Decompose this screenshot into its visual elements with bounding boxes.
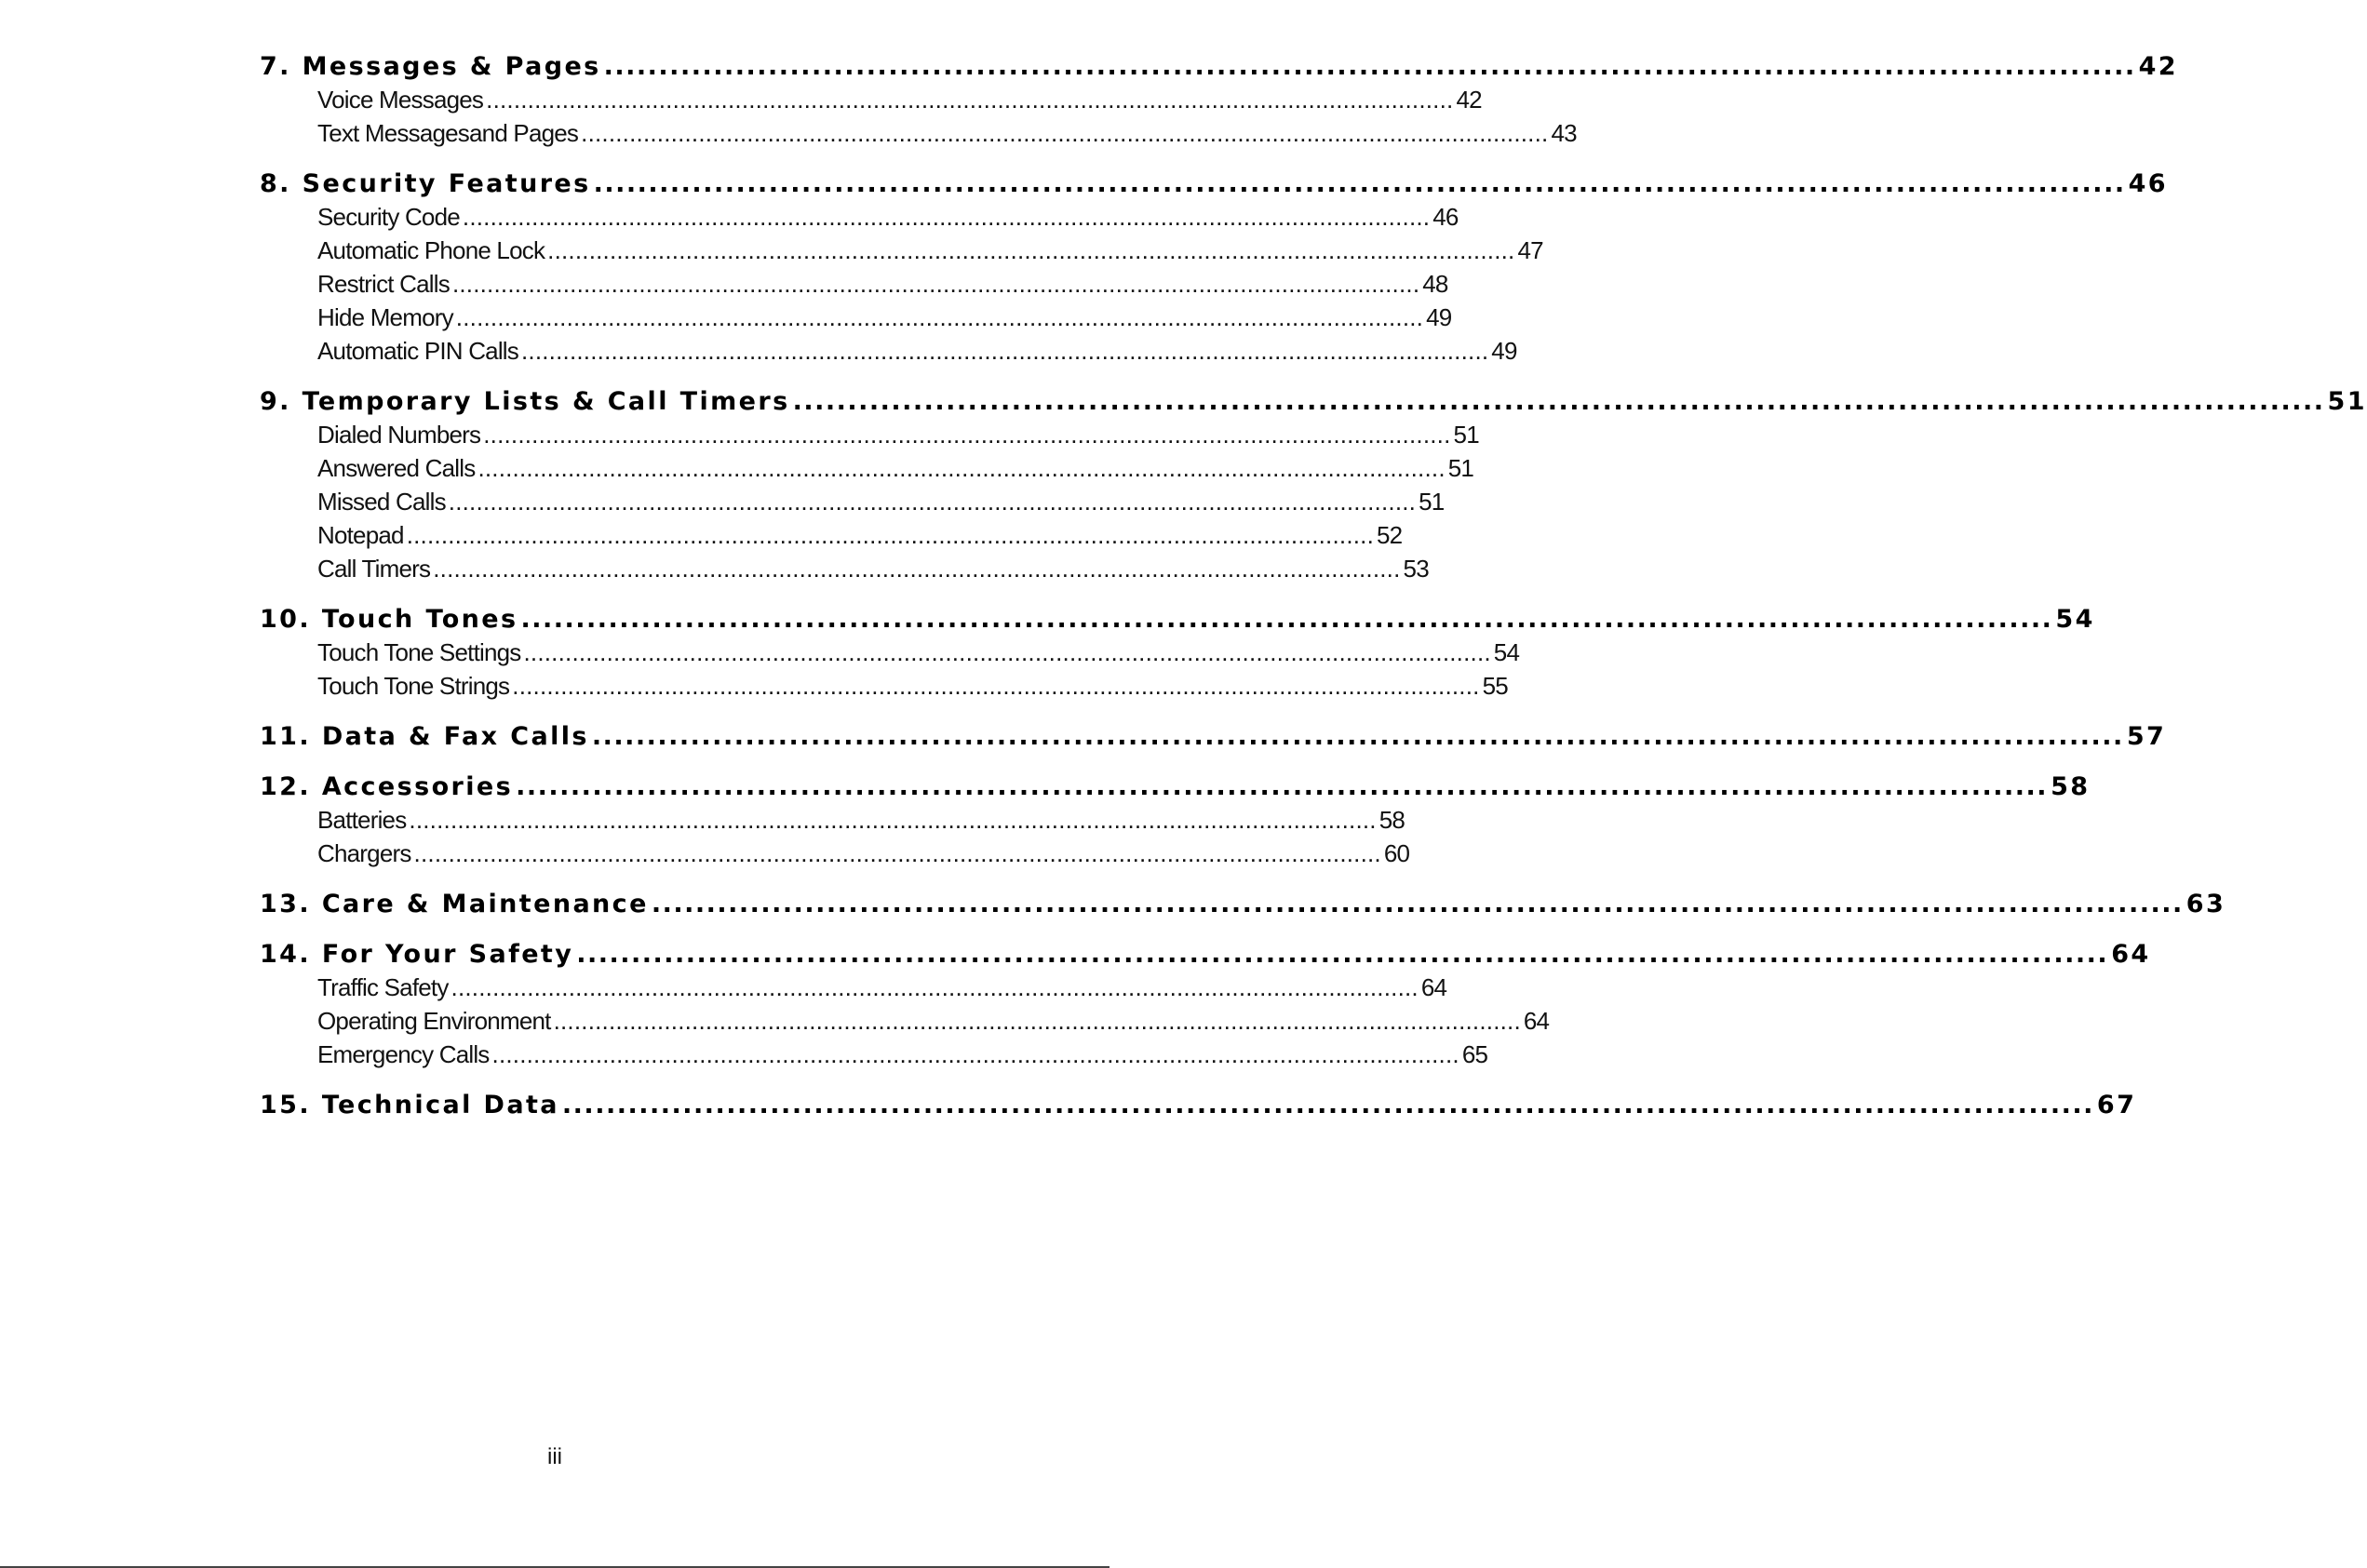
page-reference: 54 bbox=[2055, 605, 2095, 634]
toc-section-entry[interactable] bbox=[317, 303, 1452, 332]
toc-section-entry[interactable] bbox=[317, 555, 1429, 583]
page-reference: 46 bbox=[2128, 169, 2168, 198]
page-reference: 63 bbox=[2185, 890, 2226, 918]
page-reference: 52 bbox=[1377, 521, 1403, 549]
page-reference: 51 bbox=[1419, 488, 1445, 516]
toc-section-entry[interactable] bbox=[317, 672, 1508, 701]
page-reference: 51 bbox=[1453, 421, 1479, 449]
dot-leader: ............................................................................................................................................ bbox=[516, 772, 2049, 801]
chapter-title: 13. Care & Maintenance bbox=[260, 890, 649, 918]
dot-leader: ............................................................................................................................................ bbox=[477, 454, 1446, 482]
section-title: Chargers bbox=[317, 839, 411, 867]
page-reference: 67 bbox=[2096, 1091, 2137, 1119]
dot-leader: ............................................................................................................................................ bbox=[581, 119, 1549, 147]
toc-chapter-entry[interactable] bbox=[260, 169, 2168, 198]
toc-chapter-entry[interactable] bbox=[260, 722, 2167, 751]
page-reference: 65 bbox=[1461, 1040, 1488, 1068]
section-title: Batteries bbox=[317, 806, 407, 834]
section-title: Dialed Numbers bbox=[317, 421, 481, 449]
toc-section-entry[interactable] bbox=[317, 86, 1482, 114]
section-title: Restrict Calls bbox=[317, 270, 450, 298]
toc-chapter-entry[interactable] bbox=[260, 940, 2151, 969]
page-reference: 51 bbox=[1447, 454, 1474, 482]
chapter-title: 8. Security Features bbox=[260, 169, 591, 198]
dot-leader: ............................................................................................................................................ bbox=[520, 605, 2053, 634]
toc-section-entry[interactable] bbox=[317, 337, 1517, 366]
section-title: Call Timers bbox=[317, 555, 431, 583]
page-reference: 51 bbox=[2327, 387, 2367, 416]
dot-leader: ............................................................................................................................................ bbox=[561, 1091, 2094, 1119]
dot-leader: ............................................................................................................................................ bbox=[413, 839, 1381, 867]
page-reference: 58 bbox=[1379, 806, 1405, 834]
dot-leader: ............................................................................................................................................ bbox=[448, 488, 1417, 516]
toc-section-entry[interactable] bbox=[317, 521, 1403, 550]
page-reference: 46 bbox=[1432, 203, 1459, 231]
toc-chapter-entry[interactable] bbox=[260, 605, 2095, 634]
toc-section-entry[interactable] bbox=[317, 638, 1520, 667]
dot-leader: ............................................................................................................................................ bbox=[462, 203, 1431, 231]
page-reference: 60 bbox=[1383, 839, 1410, 867]
dot-leader: ............................................................................................................................................ bbox=[576, 940, 2109, 969]
toc-chapter-entry[interactable] bbox=[260, 1091, 2137, 1119]
toc-chapter-entry[interactable] bbox=[260, 772, 2091, 801]
chapter-title: 10. Touch Tones bbox=[260, 605, 518, 634]
section-title: Voice Messages bbox=[317, 86, 484, 114]
section-title: Automatic PIN Calls bbox=[317, 337, 518, 365]
toc-section-entry[interactable] bbox=[317, 973, 1447, 1002]
section-title: Emergency Calls bbox=[317, 1040, 490, 1068]
chapter-title: 14. For Your Safety bbox=[260, 940, 574, 969]
dot-leader: ............................................................................................................................................ bbox=[593, 169, 2126, 198]
page-reference: 53 bbox=[1403, 555, 1429, 583]
page-reference: 42 bbox=[1456, 86, 1482, 114]
page-reference: 54 bbox=[1493, 638, 1520, 666]
dot-leader: ............................................................................................................................................ bbox=[451, 973, 1419, 1001]
dot-leader: ............................................................................................................................................ bbox=[486, 86, 1454, 114]
toc-section-entry[interactable] bbox=[317, 119, 1577, 148]
page-reference: 43 bbox=[1551, 119, 1577, 147]
page-reference: 55 bbox=[1482, 672, 1508, 700]
dot-leader: ............................................................................................................................................ bbox=[455, 303, 1424, 331]
toc-section-entry[interactable] bbox=[317, 1007, 1550, 1036]
dot-leader: ............................................................................................................................................ bbox=[433, 555, 1401, 583]
page-reference: 47 bbox=[1517, 236, 1543, 264]
chapter-title: 7. Messages & Pages bbox=[260, 52, 601, 81]
toc-section-entry[interactable] bbox=[317, 1040, 1488, 1069]
dot-leader: ............................................................................................................................................ bbox=[523, 638, 1491, 666]
dot-leader: ............................................................................................................................................ bbox=[547, 236, 1515, 264]
toc-section-entry[interactable] bbox=[317, 839, 1410, 868]
dot-leader: ............................................................................................................................................ bbox=[491, 1040, 1459, 1068]
page-reference: 64 bbox=[1420, 973, 1447, 1001]
section-title: Touch Tone Strings bbox=[317, 672, 510, 700]
toc-section-entry[interactable] bbox=[317, 270, 1448, 299]
section-title: Automatic Phone Lock bbox=[317, 236, 545, 264]
dot-leader: ............................................................................................................................................ bbox=[520, 337, 1489, 365]
dot-leader: ............................................................................................................................................ bbox=[512, 672, 1480, 700]
section-title: Missed Calls bbox=[317, 488, 446, 516]
dot-leader: ............................................................................................................................................ bbox=[451, 270, 1420, 298]
chapter-title: 9. Temporary Lists & Call Timers bbox=[260, 387, 790, 416]
toc-chapter-entry[interactable] bbox=[260, 387, 2367, 416]
toc-section-entry[interactable] bbox=[317, 421, 1479, 449]
dot-leader: ............................................................................................................................................ bbox=[409, 806, 1377, 834]
chapter-title: 11. Data & Fax Calls bbox=[260, 722, 589, 751]
toc-section-entry[interactable] bbox=[317, 454, 1474, 483]
dot-leader: ............................................................................................................................................ bbox=[792, 387, 2325, 416]
section-title: Text Messagesand Pages bbox=[317, 119, 579, 147]
page-reference: 64 bbox=[2111, 940, 2151, 969]
toc-section-entry[interactable] bbox=[317, 488, 1445, 516]
page-reference: 57 bbox=[2126, 722, 2167, 751]
dot-leader: ............................................................................................................................................ bbox=[591, 722, 2124, 751]
toc-section-entry[interactable] bbox=[317, 236, 1543, 265]
page-number: iii bbox=[547, 1444, 562, 1469]
chapter-title: 15. Technical Data bbox=[260, 1091, 559, 1119]
page-reference: 48 bbox=[1422, 270, 1448, 298]
page-reference: 49 bbox=[1426, 303, 1452, 331]
page-reference: 58 bbox=[2051, 772, 2091, 801]
page-reference: 49 bbox=[1491, 337, 1517, 365]
section-title: Hide Memory bbox=[317, 303, 453, 331]
dot-leader: ............................................................................................................................................ bbox=[651, 890, 2184, 918]
section-title: Traffic Safety bbox=[317, 973, 449, 1001]
dot-leader: ............................................................................................................................................ bbox=[483, 421, 1451, 449]
page-reference: 42 bbox=[2138, 52, 2178, 81]
toc-chapter-entry[interactable] bbox=[260, 52, 2178, 81]
section-title: Notepad bbox=[317, 521, 404, 549]
section-title: Operating Environment bbox=[317, 1007, 551, 1035]
page-reference: 64 bbox=[1523, 1007, 1550, 1035]
dot-leader: ............................................................................................................................................ bbox=[603, 52, 2136, 81]
section-title: Answered Calls bbox=[317, 454, 476, 482]
section-title: Touch Tone Settings bbox=[317, 638, 521, 666]
chapter-title: 12. Accessories bbox=[260, 772, 514, 801]
section-title: Security Code bbox=[317, 203, 460, 231]
dot-leader: ............................................................................................................................................ bbox=[553, 1007, 1521, 1035]
toc-section-entry[interactable] bbox=[317, 203, 1459, 232]
dot-leader: ............................................................................................................................................ bbox=[406, 521, 1375, 549]
toc-chapter-entry[interactable] bbox=[260, 890, 2226, 918]
toc-section-entry[interactable] bbox=[317, 806, 1405, 835]
